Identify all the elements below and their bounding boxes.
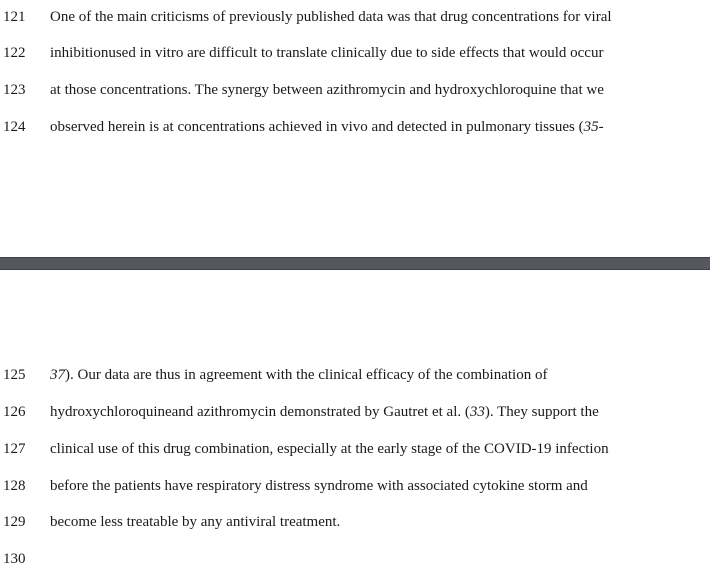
text-segment: hydroxychloroquineand azithromycin demonstrated by Gautret et al. (	[50, 404, 470, 420]
line-text	[50, 365, 547, 385]
line-121	[0, 7, 710, 27]
line-number: 124	[3, 119, 26, 135]
line-number: 123	[3, 82, 26, 98]
line-number: 129	[3, 514, 26, 530]
line-text	[50, 439, 609, 459]
line-text	[50, 512, 340, 532]
line-122	[0, 43, 710, 63]
line-126	[0, 402, 710, 422]
line-text	[50, 43, 603, 63]
line-number: 127	[3, 441, 26, 457]
line-text	[50, 402, 599, 422]
line-128	[0, 476, 710, 496]
line-130	[0, 549, 710, 569]
citation-italic: 37	[50, 367, 65, 383]
text-segment: clinical use of this drug combination, especially at the early stage of the COVID-19 infection	[50, 441, 609, 457]
text-segment: become less treatable by any antiviral treatment.	[50, 514, 341, 530]
line-text	[50, 117, 604, 137]
line-number: 128	[3, 478, 26, 494]
line-124	[0, 117, 710, 137]
citation-italic: 33	[469, 404, 485, 420]
line-number: 130	[3, 551, 26, 567]
line-number: 121	[3, 9, 26, 25]
line-number: 126	[3, 404, 26, 420]
line-text	[50, 476, 588, 496]
line-129	[0, 512, 710, 532]
text-segment: observed herein is at concentrations achieved in vivo and detected in pulmonary tissues (	[50, 119, 584, 135]
line-number: 125	[3, 367, 26, 383]
text-segment: inhibitionused in vitro are difficult to translate clinically due to side effects that would occur	[50, 45, 604, 61]
line-text	[50, 7, 612, 27]
line-number: 122	[3, 45, 26, 61]
line-text	[50, 80, 604, 100]
text-segment: ). Our data are thus in agreement with the clinical efficacy of the combination of	[65, 367, 548, 383]
line-123	[0, 80, 710, 100]
page-break-divider	[0, 257, 710, 270]
text-segment: at those concentrations. The synergy between azithromycin and hydroxychloroquine that we	[50, 82, 604, 98]
line-127	[0, 439, 710, 459]
text-segment: before the patients have respiratory distress syndrome with associated cytokine storm and	[50, 478, 588, 494]
citation-italic: 35-	[583, 119, 604, 135]
text-segment: ). They support the	[484, 404, 599, 420]
text-segment: One of the main criticisms of previously published data was that drug concentrations for viral	[50, 9, 612, 25]
line-125	[0, 365, 710, 385]
